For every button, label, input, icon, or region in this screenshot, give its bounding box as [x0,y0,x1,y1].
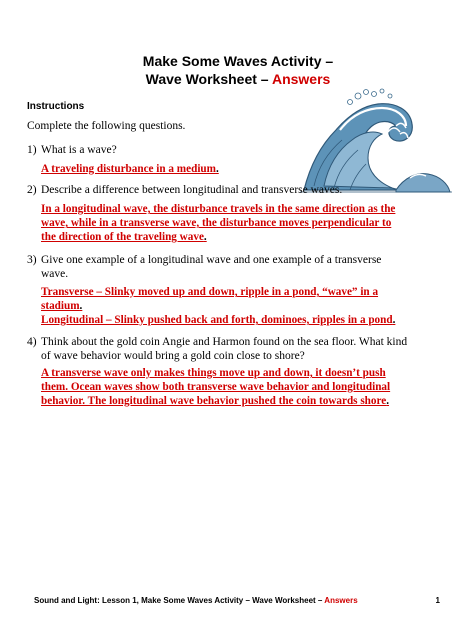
question-line: of wave behavior would bring a gold coin close to shore? [41,350,305,362]
question-text [41,143,427,157]
answer-2 [41,202,419,244]
answer-1 [41,162,419,176]
question-line: Give one example of a longitudinal wave and one example of a transverse [41,254,382,266]
title-prefix: Wave Worksheet – [145,71,272,87]
question-line: wave. [41,268,69,280]
answer-line: A transverse wave only makes things move up and down, it doesn’t push [41,367,386,379]
question-1 [27,143,427,157]
question-number: 1) [27,144,37,156]
question-text [41,335,427,363]
answer-line: A traveling disturbance in a medium. [41,163,219,175]
page-number: 1 [435,596,440,605]
question-4 [27,335,427,363]
question-text [41,253,427,281]
question-line: Describe a difference between longitudinal and transverse waves. [41,184,343,196]
instructions-intro: Complete the following questions. [27,120,186,132]
answer-4 [41,366,419,408]
answer-line: Longitudinal – Slinky pushed back and forth, dominoes, ripples in a pond. [41,314,396,326]
title-answers-word: Answers [271,71,331,87]
question-number: 3) [27,254,37,266]
answer-line: Transverse – Slinky moved up and down, ripple in a pond, “wave” in a [41,286,379,298]
answer-line: them. Ocean waves show both transverse wave behavior and longitudinal [41,381,391,393]
instructions-heading: Instructions [27,101,85,112]
answer-line: wave, while in a transverse wave, the disturbance moves perpendicular to [41,217,392,229]
answer-3 [41,285,419,327]
question-3 [27,253,427,281]
footer-text: Sound and Light: Lesson 1, Make Some Waves Activity – Wave Worksheet – [34,596,325,605]
question-text [41,183,427,197]
answer-line: the direction of the traveling wave. [41,231,207,243]
page-footer [34,596,440,605]
footer-answers-word: Answers [324,596,358,605]
answer-line: behavior. The longitudinal wave behavior pushed the coin towards shore. [41,395,390,407]
page-title-line1: Make Some Waves Activity – [142,53,334,69]
answer-line: In a longitudinal wave, the disturbance travels in the same direction as the [41,203,396,215]
question-2 [27,183,427,197]
question-number: 2) [27,184,37,196]
question-line: What is a wave? [41,144,117,156]
question-line: Think about the gold coin Angie and Harmon found on the sea floor. What kind [41,336,408,348]
question-number: 4) [27,336,37,348]
great-wave-icon [300,86,452,196]
answer-line: stadium. [41,300,83,312]
